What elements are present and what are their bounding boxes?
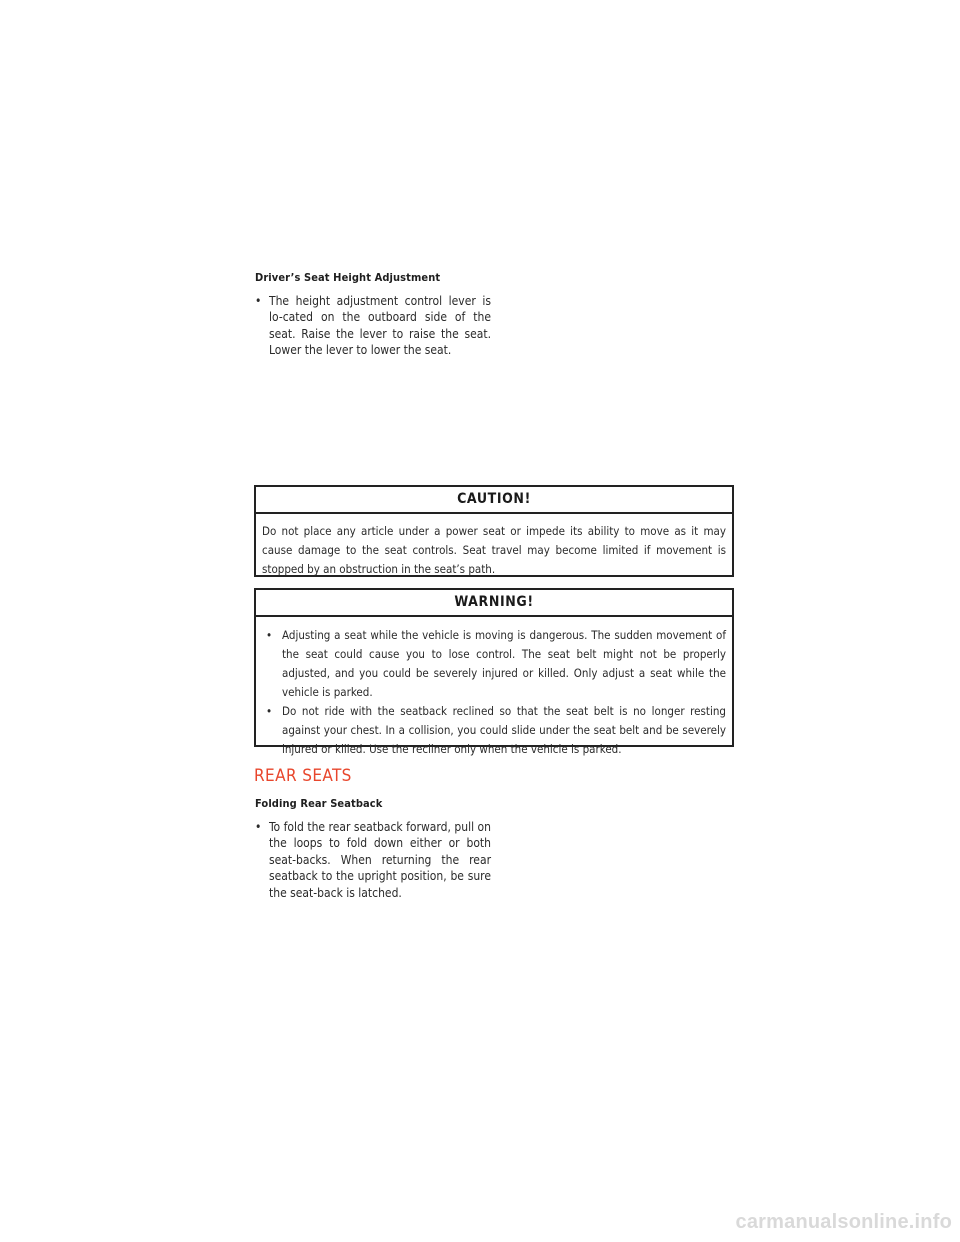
- bullet-icon: •: [255, 820, 262, 834]
- bullet-icon: •: [266, 704, 273, 718]
- warning-item-text: Do not ride with the seatback reclined so that the seat belt is no longer resting against your chest. In a collision, you could slide under the seat belt and be severely injured or killed. Use the recliner only when the vehicle is parked.: [282, 704, 726, 756]
- list-item: [255, 819, 491, 901]
- rear-seats-bullets: [255, 819, 491, 901]
- caution-text: Do not place any article under a power seat or impede its ability to move as it may cause damage to the seat controls. Seat travel may become limited if movement is stopped by an obstruction in the seat’s path.: [262, 524, 726, 576]
- list-item-text: To fold the rear seatback forward, pull on the loops to fold down either or both seat-backs. When returning the rear seatback to the upright position, be sure the seat-back is latched.: [269, 820, 491, 900]
- height-adjustment-heading: Driver’s Seat Height Adjustment: [255, 271, 441, 284]
- list-item: [262, 626, 726, 702]
- warning-item-text: Adjusting a seat while the vehicle is moving is dangerous. The sudden movement of the seat could cause you to lose control. The seat belt might not be properly adjusted, and you could be severely injured or killed. Only adjust a seat while the vehicle is parked.: [282, 628, 726, 699]
- list-item-text: The height adjustment control lever is lo-cated on the outboard side of the seat. Raise the lever to raise the seat. Lower the lever to lower the seat.: [269, 294, 491, 358]
- warning-body: [256, 617, 732, 765]
- rear-seats-title: REAR SEATS: [254, 766, 352, 786]
- warning-title: WARNING!: [256, 590, 732, 617]
- site-watermark: carmanualsonline.info: [735, 1211, 952, 1233]
- list-item: [262, 702, 726, 759]
- bullet-icon: •: [255, 294, 262, 308]
- list-item: [255, 293, 491, 359]
- folding-rear-seatback-heading: Folding Rear Seatback: [255, 797, 383, 810]
- height-adjustment-bullets: [255, 293, 491, 359]
- warning-box: [254, 588, 734, 756]
- caution-title: CAUTION!: [256, 487, 732, 514]
- warning-list: [262, 626, 726, 759]
- bullet-icon: •: [266, 628, 273, 642]
- caution-box: [254, 485, 734, 577]
